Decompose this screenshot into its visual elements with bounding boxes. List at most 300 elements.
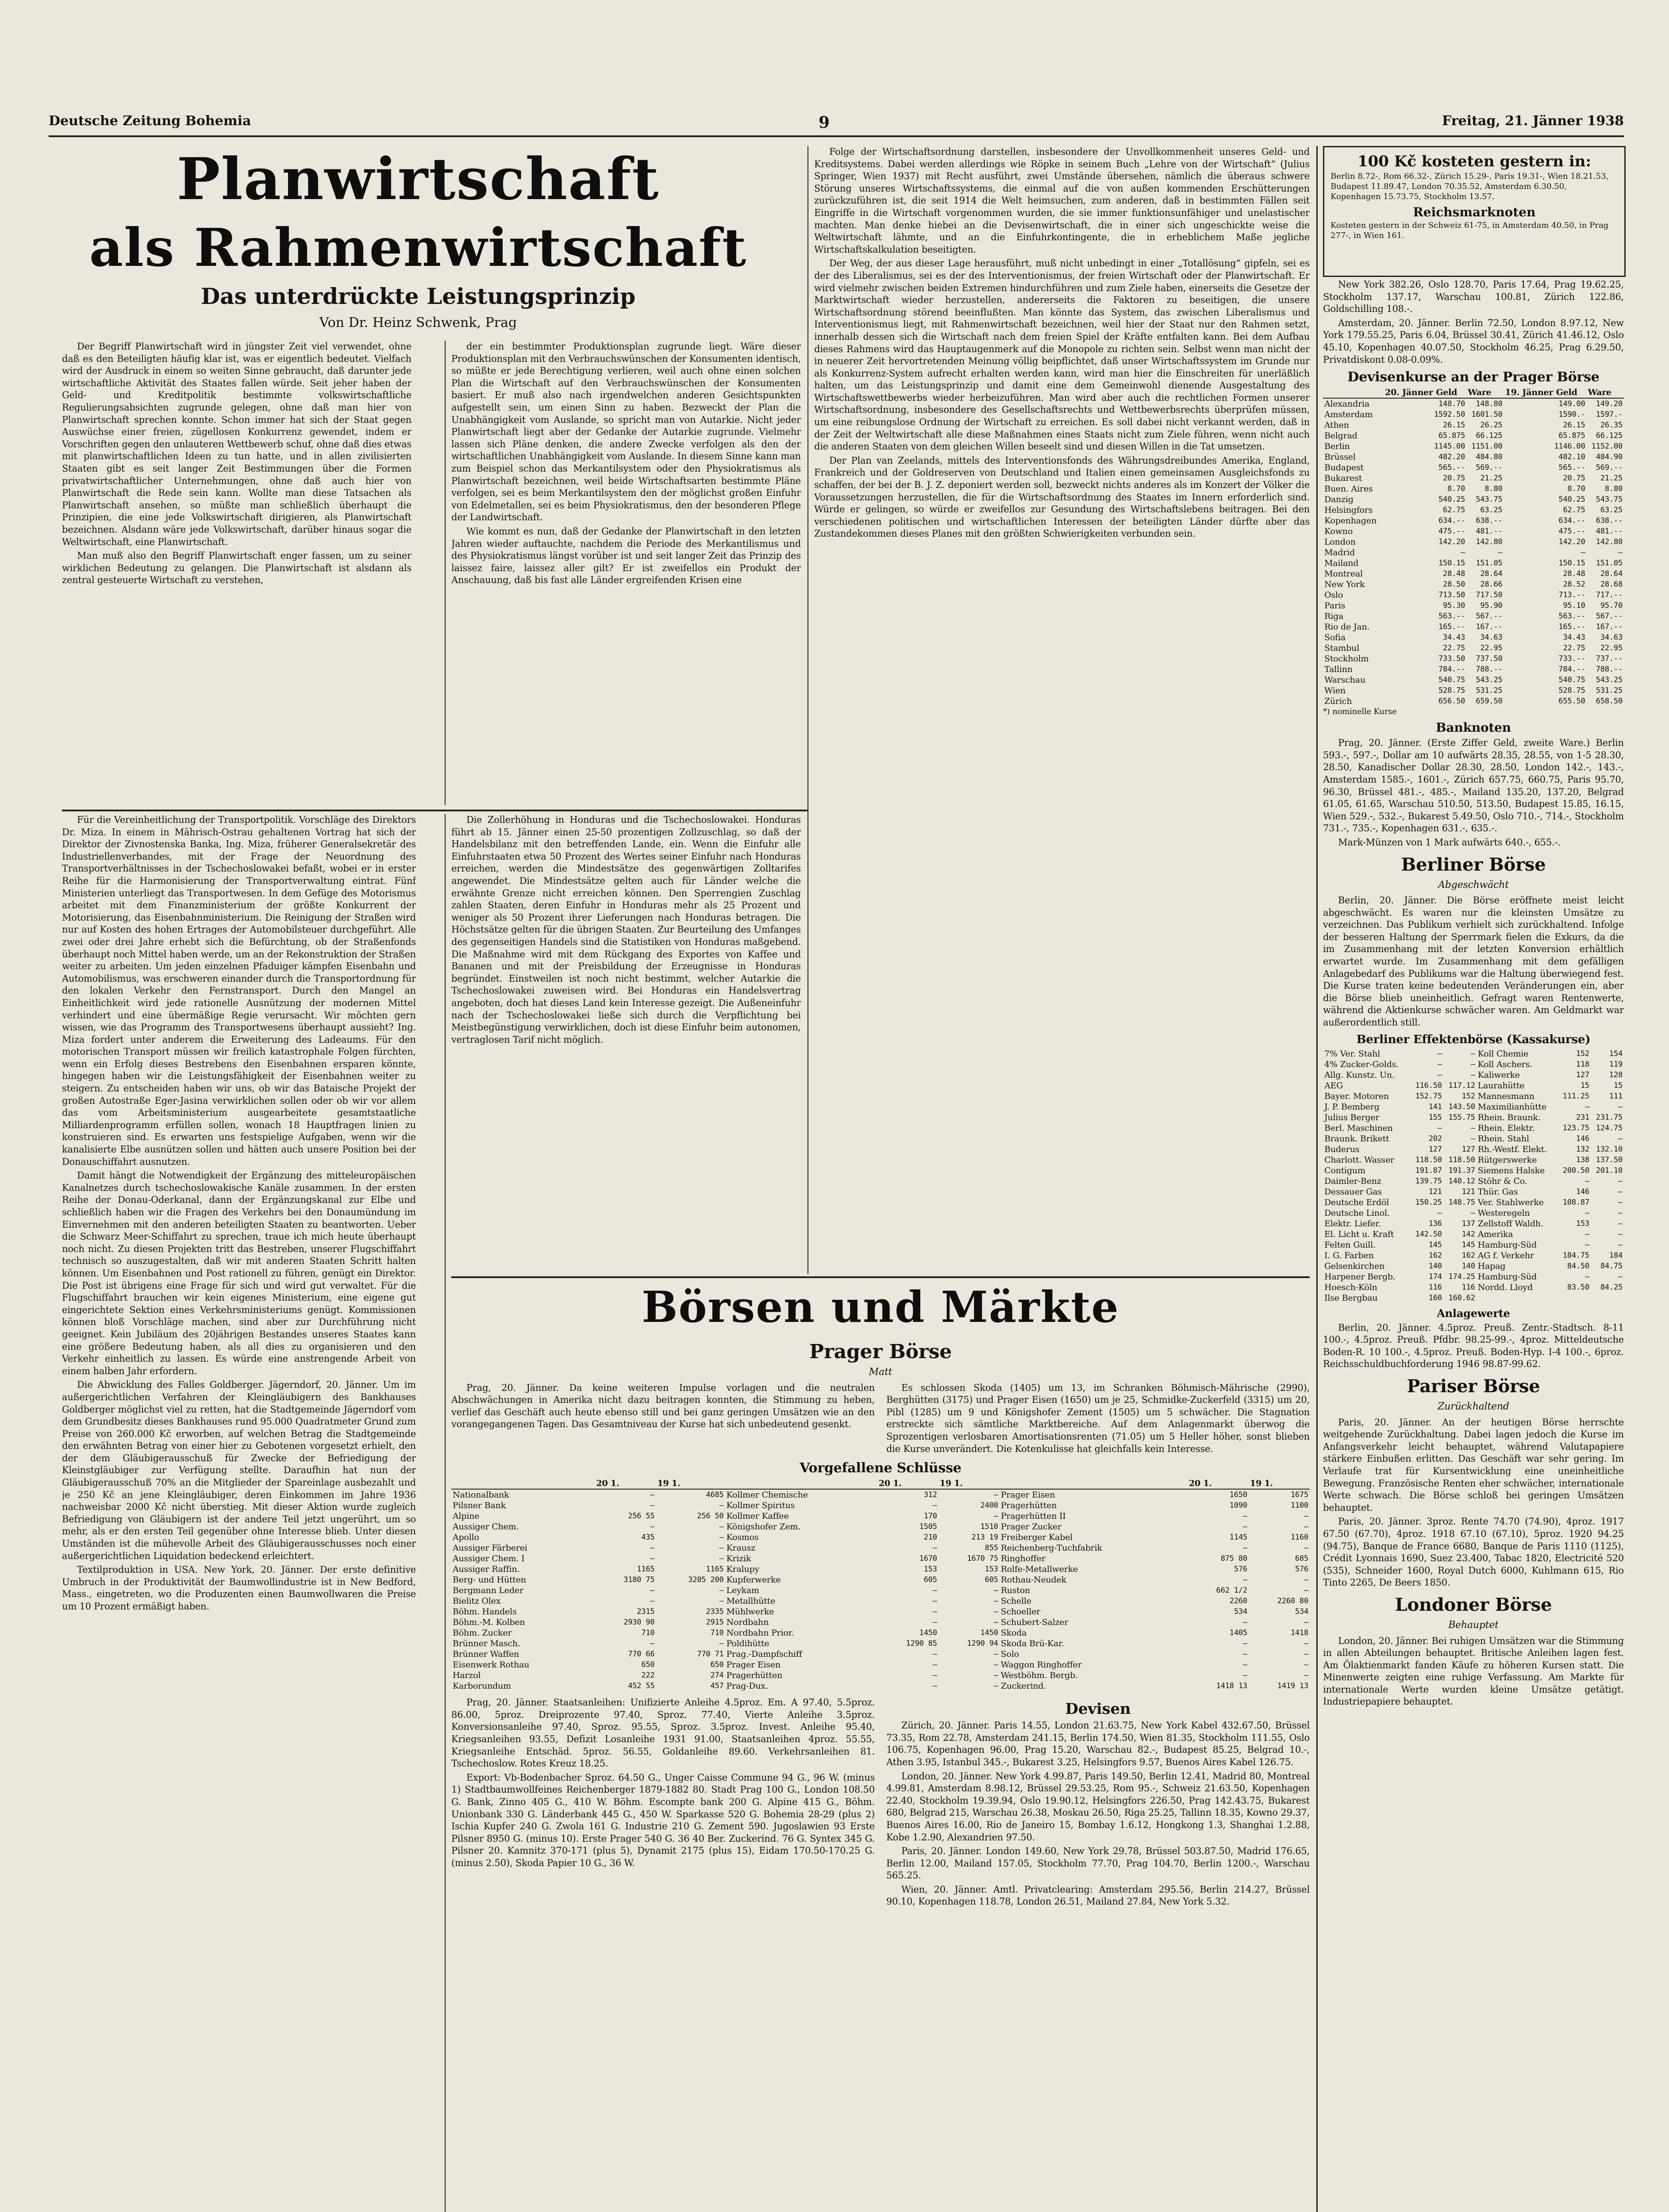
table-cell: [1557, 1293, 1591, 1303]
table-cell: Böhm. Handels: [453, 1607, 517, 1617]
table-cell: 132: [1576, 1144, 1590, 1154]
table-cell: 2335: [706, 1607, 724, 1617]
table-cell: Zürich: [1324, 696, 1352, 707]
prag-tendency: Matt: [869, 1367, 892, 1378]
table-cell: Stockholm: [1324, 654, 1369, 664]
table-cell: 165.--: [1438, 622, 1465, 632]
table-cell: Koll Aschers.: [1477, 1059, 1532, 1069]
table-cell: 475.--: [1438, 527, 1465, 536]
table-cell: 15: [1613, 1081, 1623, 1090]
table-cell: Buen. Aires: [1324, 484, 1373, 494]
table-cell: 784.--: [1558, 665, 1585, 674]
header-rule: [49, 135, 1624, 137]
table-cell: 28.50: [1443, 580, 1465, 589]
headline-line-1: Planwirtschaft: [177, 145, 660, 213]
londoner-title: Londoner Börse: [1395, 1594, 1552, 1615]
prag-report-right: Es schlossen Skoda (1405) um 13, im Schranken Böhmisch-Mährische (2990), Berghütten (3175) und Prager Eisen (1650) um je 25, Schmidke-Zuckerfeld (3315) um 20, Pibl (1285) um 9 und Königshofer Zement (1505) um 5 schwächer. Die Stagnation erstreckte sich sämtliche Marktbereiche. Auf dem Anlagenmarkt überwog die Sprozentigen verlosbaren Amortisationsrenten (71.05) um 5 Heller höher, sonst blieben die Kurse unverändert. Die Kotenkulisse hat gleichfalls kein Interesse.: [886, 1382, 1310, 1454]
table-cell: J. P. Bemberg: [1324, 1102, 1380, 1112]
table-cell: Madrid: [1324, 548, 1355, 558]
table-cell: —: [1584, 1240, 1590, 1249]
table-cell: New York: [1324, 580, 1365, 590]
table-cell: Bielitz Olex: [453, 1596, 501, 1606]
table-cell: 650: [710, 1660, 724, 1670]
table-cell: 66.125: [1596, 431, 1623, 441]
table-cell: 1597.-: [1596, 410, 1623, 419]
paragraph: Die Zollerhöhung in Honduras und die Tschechoslowakei. Honduras führt ab 15. Jänner einen 25-50 prozentigen Zollzuschlag, so daß der Handelsbilanz mit den betreffenden Lande, ein. Wenn die Einfuhr alle Einfuhrstaaten etwa 50 Prozent des Wertes seiner Einfuhr nach Honduras erreichen, werden die Mindestsätze des gegenwärtigen Zolltarifes angewendet. Die Mindestsätze gelten auch für Länder welche die erwähnte Grenze nicht erreichen können. Den Sperrengien Zuschlag zahlen Staaten, deren Einfuhr in Honduras mehr als 25 Prozent und weniger als 50 Prozent ihrer Lieferungen nach Honduras betragen. Die Höchstsätze gelten für die übrigen Staaten. Zur Beurteilung des Umfanges des gegenseitigen Handels sind die Statistiken von Honduras maßgebend. Die Maßnahme wird mit dem Rückgang des Exportes von Kaffee und Bananen und mit der Preisbildung der Erzeugnisse in Honduras begründet. Einstweilen ist noch nicht bestimmt, welcher Autarkie die Tschechoslowakei zuweisen wird. Bei Honduras ein Handelsvertrag angeboten, doch hat dieses Land kein Interesse gezeigt. Die Außeneinfuhr nach der Tschechoslowakei ließe sich durch die Verpflichtung bei Meistbegünstigung verwirklichen, doch ist diese Einfuhr beim autonomen, vertraglosen Tarif nicht möglich.: [451, 814, 801, 1045]
table-cell: 142.20: [1438, 538, 1465, 547]
col-head: 19 1.: [656, 1478, 725, 1489]
table-cell: Maximilianhütte: [1477, 1102, 1547, 1112]
table-cell: Wien: [1324, 686, 1346, 696]
table-cell: 28.68: [1600, 580, 1623, 589]
table-cell: 22.75: [1443, 644, 1465, 653]
table-cell: 95.10: [1563, 601, 1585, 611]
paragraph: der ein bestimmter Produktionsplan zugrunde liegt. Wäre dieser Produktionsplan mit den Verbrauchswünschen der Konsumenten identisch, so müßte er jede Berechtigung verlieren, weil auch ohne einen solchen Plan die Wirtschaft auf den Verbrauchswünschen der Konsumenten basiert. Er muß also nach irgendwelchen anderen Gesichtspunkten aufgestellt sein, um einen Sinn zu haben. Bezweckt der Plan die Unabhängigkeit vom Auslande, so spricht man von Autarkie. Nicht jeder Planwirtschaft liegt aber der Gedanke der Autarkie zugrunde. Vielmehr lassen sich Pläne denken, die andere Zwecke verfolgen als den der wirtschaftlichen Unabhängigkeit vom Auslande. In diesem Sinne kann man zum Beispiel schon das Merkantilsystem oder den Physiokratismus als Planwirtschaft bezeichnen, weil beide Wirtschaftsarten bestimmte Pläne verfolgen, sei es beim Merkantilsystem den der möglichst großen Einfuhr von Edelmetallen, sei es beim Physiokratismus, den der besonderen Pflege der Landwirtschaft.: [451, 341, 801, 523]
table-cell: [1591, 1293, 1624, 1303]
table-cell: Waggon Ringhoffer: [1000, 1660, 1082, 1670]
table-cell: Ilse Bergbau: [1324, 1293, 1378, 1303]
londoner-text: London, 20. Jänner. Bei ruhigen Umsätzen war die Stimmung in allen Abteilungen behauptet. Britische Anleihen lagen fest. Am Ölaktienmarkt fanden Käufe zu höheren Kursen statt. Die Minenwerte zeigten eine ruhige Verfassung. Am Markte für internationale Werte wurden kleine Umsätze getätigt. Industriepapiere behauptet.: [1323, 1635, 1624, 1707]
col-head: Ware: [1466, 387, 1504, 398]
table-cell: 28.66: [1480, 580, 1503, 589]
table-cell: 118.50: [1448, 1155, 1475, 1164]
table-cell: 531.25: [1476, 686, 1503, 695]
paper-name: Deutsche Zeitung Bohemia: [49, 113, 251, 129]
table-cell: Amsterdam: [1324, 410, 1373, 420]
reichsmark-text: Kosteten gestern in der Schweiz 61-75, in Amsterdam 40.50, in Prag 277-, in Wien 161.: [1331, 221, 1609, 240]
right-column: [1323, 279, 1624, 2212]
table-cell: 875 80: [1220, 1554, 1247, 1563]
table-cell: 84.25: [1600, 1283, 1623, 1292]
table-cell: Westeregeln: [1477, 1208, 1530, 1218]
paragraph: Wie kommt es nun, daß der Gedanke der Planwirtschaft in den letzten Jahren wieder auftauchte, nachdem die Periode des Merkantilismus und des Physiokratismus längst vorüber ist und seit langer Zeit das Prinzip des laissez faire, laissez aller gilt? Er ist zweifellos ein Produkt der Anschauung, daß bis fast alle Länder ergreifenden Krisen eine: [451, 526, 801, 586]
table-cell: —: [1242, 1671, 1247, 1680]
table-cell: —: [1581, 548, 1585, 557]
table-cell: 132.10: [1596, 1144, 1623, 1154]
table-cell: 20.75: [1443, 474, 1465, 483]
table-cell: 26.15: [1443, 421, 1465, 430]
table-cell: 8.80: [1604, 484, 1623, 494]
table-cell: Poldihütte: [726, 1639, 769, 1649]
table-cell: —: [1618, 1198, 1623, 1207]
table-cell: 481.--: [1596, 527, 1623, 536]
table-cell: 162: [1428, 1251, 1442, 1260]
table-row: [451, 1596, 1310, 1606]
table-row: [451, 1489, 1310, 1500]
table-cell: —: [650, 1554, 655, 1563]
table-row: [1323, 590, 1624, 600]
table-cell: Rio de Jan.: [1324, 622, 1370, 632]
table-cell: 20.75: [1563, 474, 1585, 483]
table-cell: 65.875: [1558, 431, 1585, 441]
table-cell: Alexandria: [1324, 399, 1369, 409]
table-cell: 1419 13: [1277, 1682, 1308, 1691]
table-cell: 274: [710, 1671, 724, 1680]
table-cell: Eisenwerk Rothau: [453, 1660, 530, 1670]
table-cell: —: [932, 1618, 937, 1627]
table-cell: 1601.50: [1471, 410, 1503, 419]
table-cell: Rütgerswerke: [1477, 1155, 1537, 1165]
table-cell: 1290 94: [967, 1639, 998, 1648]
table-cell: —: [1470, 1060, 1475, 1069]
table-row: [1323, 1240, 1624, 1250]
table-cell: 63.25: [1600, 506, 1623, 515]
table-cell: 140: [1461, 1261, 1475, 1271]
table-cell: —: [1618, 548, 1623, 557]
column-rule: [445, 814, 446, 2212]
table-cell: Kupferwerke: [726, 1575, 781, 1585]
table-cell: Prager Zucker: [1000, 1522, 1061, 1532]
table-cell: —: [1437, 1060, 1442, 1069]
table-cell: 656.50: [1438, 697, 1465, 706]
table-row: [1323, 473, 1624, 484]
table-cell: —: [1618, 1187, 1623, 1196]
table-cell: Kaliwerke: [1477, 1070, 1520, 1080]
table-cell: 34.43: [1443, 633, 1465, 642]
table-cell: 1160: [1290, 1533, 1308, 1542]
table-cell: 22.75: [1563, 644, 1585, 653]
table-cell: 2315: [637, 1607, 655, 1617]
table-cell: 119: [1609, 1060, 1623, 1069]
table-cell: 788.--: [1476, 665, 1503, 674]
devisen-title: Devisen: [1065, 1700, 1131, 1718]
table-cell: Oslo: [1324, 590, 1343, 600]
table-cell: 2400: [980, 1501, 998, 1510]
table-cell: 21.25: [1600, 474, 1623, 483]
table-cell: —: [1304, 1586, 1308, 1595]
table-cell: 1090: [1229, 1501, 1247, 1510]
table-cell: 655.50: [1558, 697, 1585, 706]
table-cell: Gelsenkirchen: [1324, 1261, 1385, 1271]
berliner-text: Berlin, 20. Jänner. Die Börse eröffnete meist leicht abgeschwächt. Es waren nur die kleinsten Umsätze zu verzeichnen. Das Publikum verhielt sich zurückhaltend. Infolge der besseren Haltung der Sperrmark fielen die Exkurs, da die im Zusammenhang mit der letzten Konversion erhältlich erwartet wurde. Im Zusammenhang mit dem gefälligen Anlagebedarf des Publikums war die Haltung überwiegend fest. Die Kurse traten keine bedeutenden Veränderungen ein, aber die Börse blieb uneinheitlich. Gefragt waren Rentenwerte, während die Aktienkurse schwächer waren. Am Geldmarkt war außerordentlich still.: [1323, 895, 1624, 1028]
table-cell: 62.75: [1563, 506, 1585, 515]
table-cell: 153: [923, 1565, 937, 1574]
table-cell: Reichenberg-Tuchfabrik: [1000, 1543, 1102, 1553]
table-cell: 605: [923, 1575, 937, 1585]
table-row: [451, 1670, 1310, 1681]
table-cell: Daimler-Benz: [1324, 1176, 1381, 1186]
table-cell: 139.75: [1415, 1176, 1442, 1186]
table-cell: 567.--: [1476, 612, 1503, 621]
pariser-title: Pariser Börse: [1407, 1376, 1540, 1397]
table-cell: 174.25: [1448, 1272, 1475, 1281]
table-row: [1323, 1197, 1624, 1208]
table-cell: 137: [1461, 1219, 1475, 1228]
table-cell: 576: [1234, 1565, 1247, 1574]
table-cell: 28.64: [1480, 569, 1503, 579]
table-cell: —: [993, 1490, 998, 1500]
table-cell: 605: [984, 1575, 998, 1585]
table-cell: Felten Guill.: [1324, 1240, 1376, 1250]
table-cell: Warschau: [1324, 675, 1365, 685]
table-cell: —: [1242, 1639, 1247, 1648]
banknoten-text: Prag, 20. Jänner. (Erste Ziffer Geld, zweite Ware.) Berlin 593.-, 597.-, Dollar am 10 aufwärts 28.35, 28.55, von 1-5 28.30, 28.50, Kanadischer Dollar 28.30, 28.50, London 142.-, 143.-, Amsterdam 1585.-, 1601.-, Zürich 657.75, 660.75, Paris 95.70, 96.30, Brüssel 481.-, 485.-, Mailand 135.20, 137.20, Belgrad 61.05, 61.65, Warschau 510.50, 513.50, Budapest 15.85, 16.15, Wien 529.-, 532.-, Bukarest 5.49.50, Oslo 710.-, 714.-, Stockholm 731.-, 735.-, Kopenhagen 631.-, 635.-.: [1323, 737, 1624, 834]
table-cell: 184: [1609, 1251, 1623, 1260]
table-cell: 152: [1461, 1091, 1475, 1101]
table-cell: 22.95: [1480, 644, 1503, 653]
table-cell: —: [993, 1671, 998, 1680]
table-cell: 95.90: [1480, 601, 1503, 611]
col-head: 19 1.: [1249, 1478, 1310, 1489]
table-cell: —: [1304, 1671, 1308, 1680]
table-cell: —: [932, 1544, 937, 1553]
table-cell: 148.80: [1476, 399, 1503, 409]
anlagewerte-title: Anlagewerte: [1437, 1306, 1510, 1320]
table-row: [1323, 398, 1624, 409]
table-cell: 146: [1576, 1134, 1590, 1143]
table-cell: —: [1618, 1102, 1623, 1111]
table-cell: 201.10: [1596, 1166, 1623, 1175]
table-cell: —: [719, 1554, 724, 1563]
table-cell: 111.25: [1562, 1091, 1590, 1101]
table-row: [1323, 611, 1624, 622]
table-cell: —: [1618, 1176, 1623, 1186]
table-cell: 457: [710, 1682, 724, 1691]
table-cell: 174: [1428, 1272, 1442, 1281]
table-cell: —: [1470, 1049, 1475, 1058]
col-head: 20 1.: [1188, 1478, 1249, 1489]
table-row: [451, 1575, 1310, 1585]
table-cell: 184.75: [1562, 1251, 1590, 1260]
table-cell: Elektr. Liefer.: [1324, 1218, 1381, 1229]
reichsmark-title: Reichsmarknoten: [1413, 205, 1536, 219]
table-cell: 737.50: [1476, 654, 1503, 664]
table-cell: 634.--: [1438, 516, 1465, 526]
table-cell: —: [719, 1501, 724, 1510]
table-cell: 1146.00: [1554, 442, 1585, 451]
table-cell: 1450: [980, 1628, 998, 1638]
staatsanleihen-text: Prag, 20. Jänner. Staatsanleihen: Unifizierte Anleihe 4.5proz. Em. A 97.40, 5.5proz. 86.00, 5proz. Dreiprozente 97.40, Sproz. 77.40, Vierte Anleihe 3.5proz. Konversionsanleihe 97.40, Sproz. 95.55, Sproz. 3.5proz. Invest. Anleihe 95.40, Kriegsanleihen 93.55, Defizit Losanleihe 1931 91.00, Staatsanleihen 4proz. 55.55, Kriegsanleihe Entschäd. 5proz. 56.55, Goldanleihe 89.60. Verkehrsanleihen 81. Tschechoslow. Rotes Kreuz 18.25.: [451, 1697, 875, 1769]
paragraph: Der Plan van Zeelands, mittels des Interventionsfonds des Währungsdreibundes Amerika, England, Frankreich und der Goldreserven von Deutschland und Italien einen gemeinsamen Ausgleichsfonds zu schaffen, der bei der B. J. Z. deponiert werden soll, bezweckt nichts anderes als im Konzert der Völker die Voraussetzungen herzustellen, die für die Wirtschaftsordnung des Staates im Innern erforderlich sind. Würde er gelingen, so würde er zweifellos zur Gesundung des Wirtschaftslebens beitragen. Bei den verschiedenen politischen und wirtschaftlichen Interessen der beteiligten Länder dürfte aber das Zustandekommen dieses Planes mit den größten Schwierigkeiten verbunden sein.: [814, 455, 1310, 539]
table-cell: 1290 85: [906, 1639, 937, 1648]
table-cell: —: [1437, 1208, 1442, 1217]
table-cell: Harpener Bergb.: [1324, 1271, 1396, 1282]
table-row: [1323, 1070, 1624, 1080]
londoner-tendency: Behauptet: [1448, 1619, 1499, 1631]
table-cell: 66.125: [1476, 431, 1503, 441]
table-cell: 117.12: [1448, 1081, 1475, 1090]
table-cell: Deutsche Erdöl: [1324, 1197, 1389, 1207]
table-row: [1323, 420, 1624, 430]
table-row: [451, 1500, 1310, 1511]
table-row: [1323, 462, 1624, 473]
table-cell: 2260 80: [1277, 1597, 1308, 1606]
table-cell: 737.--: [1596, 654, 1623, 664]
table-cell: 638.--: [1596, 516, 1623, 526]
table-cell: 142.80: [1596, 538, 1623, 547]
table-row: [1323, 1059, 1624, 1070]
table-cell: [1477, 1293, 1557, 1303]
table-row: [1323, 1187, 1624, 1197]
table-cell: 565.--: [1438, 463, 1465, 472]
table-cell: —: [1242, 1660, 1247, 1670]
table-cell: 162: [1461, 1251, 1475, 1260]
table-cell: Amerika: [1477, 1229, 1513, 1239]
table-cell: 116: [1461, 1283, 1475, 1292]
table-row: [1323, 1091, 1624, 1102]
table-cell: 128: [1609, 1070, 1623, 1079]
pariser-quotes: Paris, 20. Jänner. 3proz. Rente 74.70 (74.90), 4proz. 1917 67.50 (67.70), 4proz. 1918 67.10 (67.10), 5proz. 1920 94.25 (94.75), Banque de France 6680, Banque de Paris 1110 (1125), Crédit Lyonnais 1690, Suez 23.400, Tabac 1820, Electricité 520 (535), Schneider 1600, Royal Dutch 6000, Kuhlmann 615, Rio Tinto 2265, De Beers 1850.: [1323, 1516, 1624, 1588]
table-row: [451, 1511, 1310, 1521]
table-cell: 124.75: [1596, 1123, 1623, 1133]
table-cell: Helsingfors: [1324, 505, 1373, 515]
table-cell: 28.48: [1443, 569, 1465, 579]
table-cell: Skoda: [1000, 1628, 1027, 1638]
table-cell: 142.50: [1415, 1229, 1442, 1239]
table-cell: Berlin: [1324, 442, 1350, 452]
table-cell: 8.70: [1447, 484, 1465, 494]
table-cell: —: [1584, 1229, 1590, 1239]
table-cell: 155.75: [1448, 1113, 1475, 1122]
table-cell: Zellstoff Waldh.: [1477, 1218, 1543, 1229]
table-cell: Prag-Dux.: [726, 1681, 768, 1691]
table-cell: Montreal: [1324, 569, 1363, 579]
table-cell: 167.--: [1596, 622, 1623, 632]
table-cell: 152.75: [1415, 1091, 1442, 1101]
table-cell: 142: [1461, 1229, 1475, 1239]
boersen-headline: Börsen und Märkte: [642, 1282, 1119, 1332]
effekten-table: [1323, 1048, 1624, 1303]
table-cell: 2915: [706, 1618, 724, 1627]
table-cell: 534: [1234, 1607, 1247, 1617]
table-cell: 200.50: [1562, 1166, 1590, 1175]
table-cell: Ruston: [1000, 1586, 1031, 1596]
table-cell: Kollmer Kaffee: [726, 1511, 789, 1521]
table-row: [1323, 664, 1624, 675]
table-cell: Dessauer Gas: [1324, 1187, 1382, 1197]
table-cell: 1505: [919, 1522, 937, 1532]
table-row: [1323, 568, 1624, 579]
table-cell: Nordbahn: [726, 1617, 769, 1628]
table-cell: —: [1470, 1070, 1475, 1079]
table-cell: 855: [984, 1544, 998, 1553]
table-row: [1323, 537, 1624, 547]
table-row: [451, 1606, 1310, 1617]
table-cell: —: [1304, 1512, 1308, 1521]
table-cell: Kralupy: [726, 1564, 759, 1575]
table-cell: 121: [1428, 1187, 1442, 1196]
table-cell: 565.--: [1558, 463, 1585, 472]
table-cell: 95.30: [1443, 601, 1465, 611]
table-cell: Aussiger Chem. I: [453, 1554, 525, 1564]
table-cell: 111: [1609, 1091, 1623, 1101]
table-cell: Rhein. Braunk.: [1477, 1112, 1541, 1122]
table-cell: 540.75: [1558, 676, 1585, 685]
table-cell: —: [650, 1501, 655, 1510]
table-cell: —: [719, 1639, 724, 1648]
table-cell: 153: [1576, 1219, 1590, 1228]
table-row: [1323, 1112, 1624, 1123]
table-cell: 685: [1295, 1554, 1308, 1563]
table-cell: —: [1304, 1650, 1308, 1659]
table-cell: Aussiger Chem.: [453, 1522, 519, 1532]
table-cell: 63.25: [1480, 506, 1503, 515]
table-cell: 569.--: [1596, 463, 1623, 472]
table-cell: 116: [1428, 1283, 1442, 1292]
table-cell: 563.--: [1438, 612, 1465, 621]
table-cell: Contigum: [1324, 1165, 1365, 1175]
col-head: Ware: [1587, 387, 1624, 398]
table-cell: 28.48: [1563, 569, 1585, 579]
table-cell: Königshofer Zem.: [726, 1522, 801, 1532]
table-cell: 141: [1428, 1102, 1442, 1111]
table-cell: 26.25: [1480, 421, 1503, 430]
table-cell: 150.15: [1438, 559, 1465, 568]
table-cell: Bayer. Motoren: [1324, 1091, 1389, 1101]
table-cell: 650: [641, 1660, 655, 1670]
table-cell: 713.50: [1438, 591, 1465, 600]
table-cell: Aussiger Raffin.: [453, 1564, 520, 1575]
table-cell: 145: [1428, 1240, 1442, 1249]
table-cell: 28.52: [1563, 580, 1585, 589]
table-cell: —: [1437, 1049, 1442, 1058]
export-text: Export: Vb-Bodenbacher Sproz. 64.50 G., Unger Caisse Commune 94 G., 96 W. (minus 1) Stadtbaumwollfeines Reichenberger 1879-1882 80. Stadt Prag 100 G., London 108.50 G. Bank, Zinno 405 G., 410 W. Böhm. Escompte bank 200 G. Alpine 415 G., Böhm. Unionbank 330 G. Länderbank 445 G., 450 W. Sparkasse 520 G. Bohemia 28-29 (plus 2) Ischia Kupfer 240 G. Zwola 161 G. Industrie 210 G. Zement 590. Jugoslawien 93 Erste Pilsner 8950 G. (minus 10). Erste Prager 540 G. 36 40 Ber. Zuckerind. 76 G. Syntex 345 G. Pilsner 20. Kamnitz 370-171 (plus 5), Dynamit 2175 (plus 15), Eidam 170.50-170.25 G. (minus 2.50), Skoda Papier 10 G., 36 W.: [451, 1772, 875, 1868]
table-cell: 528.75: [1558, 686, 1585, 695]
table-cell: 481.--: [1476, 527, 1503, 536]
table-cell: Pragerhütten II: [1000, 1511, 1066, 1521]
table-cell: Pragerhütten: [1000, 1501, 1057, 1511]
page-number: 9: [819, 113, 830, 132]
schluesse-title: Vorgefallene Schlüsse: [800, 1460, 961, 1476]
table-cell: —: [719, 1522, 724, 1532]
article-column-2: [451, 341, 801, 805]
table-cell: 717.--: [1596, 591, 1623, 600]
table-cell: 484.80: [1476, 453, 1503, 462]
article-column-3: [814, 146, 1310, 1274]
table-cell: 543.75: [1596, 495, 1623, 504]
table-cell: —: [1304, 1660, 1308, 1670]
table-row: [1323, 515, 1624, 526]
table-cell: —: [1437, 1123, 1442, 1133]
table-cell: 540.25: [1438, 495, 1465, 504]
table-cell: London: [1324, 537, 1356, 547]
table-cell: Aussiger Färberei: [453, 1543, 527, 1553]
table-cell: Freiberger Kabel: [1000, 1532, 1073, 1543]
table-cell: 784.--: [1438, 665, 1465, 674]
table-cell: —: [1304, 1522, 1308, 1532]
table-cell: 1405: [1229, 1628, 1247, 1638]
table-cell: Julius Berger: [1324, 1112, 1380, 1122]
table-cell: 1165: [706, 1565, 724, 1574]
table-cell: Böhm. Zucker: [453, 1628, 512, 1638]
table-cell: Brünner Waffen: [453, 1649, 519, 1659]
table-cell: Danzig: [1324, 495, 1354, 505]
table-cell: 142.80: [1476, 538, 1503, 547]
table-cell: 3205 200: [688, 1575, 724, 1585]
table-cell: 1675: [1290, 1490, 1308, 1500]
table-cell: 452 55: [628, 1682, 655, 1691]
table-cell: —: [932, 1682, 937, 1691]
table-row: [451, 1638, 1310, 1649]
paragraph: Folge der Wirtschaftsordnung darstellen, insbesondere der Unvollkommenheit unseres Geld- und Kreditsystems. Dabei werden allerdings wie Röpke in seinem Buch „Lehre von der Wirtschaft“ (Julius Springer, Wien 1937) mit Recht ausführt, zwei Umstände übersehen, nämlich die überaus schwere Störung unseres Wirtschaftssystems, die einmal auf die von außen kommenden Erschütterungen zurückzuführen ist, die seit 1914 die Welt heimsuchen, zum anderen, daß in bestimmten Fällen seit Eingriffe in die Wirtschaft vorgenommen wurden, die sie immer funktionsunfähiger und unelastischer machten. Man denke hiebei an die Devisenwirtschaft, die in einer sich ungeschickte weise die Weltwirtschaft lähmte, und an die Einfuhrkontingente, die in erheblichem Maße jegliche Wirtschaftskalkulation beseitigten.: [814, 146, 1310, 255]
table-cell: Siemens Halske: [1477, 1165, 1545, 1175]
table-cell: —: [932, 1597, 937, 1606]
byline: Von Dr. Heinz Schwenk, Prag: [319, 315, 517, 330]
table-cell: 65.875: [1438, 431, 1465, 441]
table-cell: 191.37: [1448, 1166, 1475, 1175]
table-cell: —: [650, 1639, 655, 1648]
table-cell: 136: [1428, 1219, 1442, 1228]
table-cell: 1670: [919, 1554, 937, 1563]
table-cell: 34.43: [1563, 633, 1585, 642]
table-cell: 1592.50: [1434, 410, 1465, 419]
table-row: [451, 1659, 1310, 1670]
table-cell: Hamburg-Süd: [1477, 1271, 1537, 1282]
table-cell: 84.50: [1567, 1261, 1590, 1271]
table-cell: 1165: [637, 1565, 655, 1574]
table-row: [1323, 1048, 1624, 1059]
table-cell: 127: [1461, 1144, 1475, 1154]
